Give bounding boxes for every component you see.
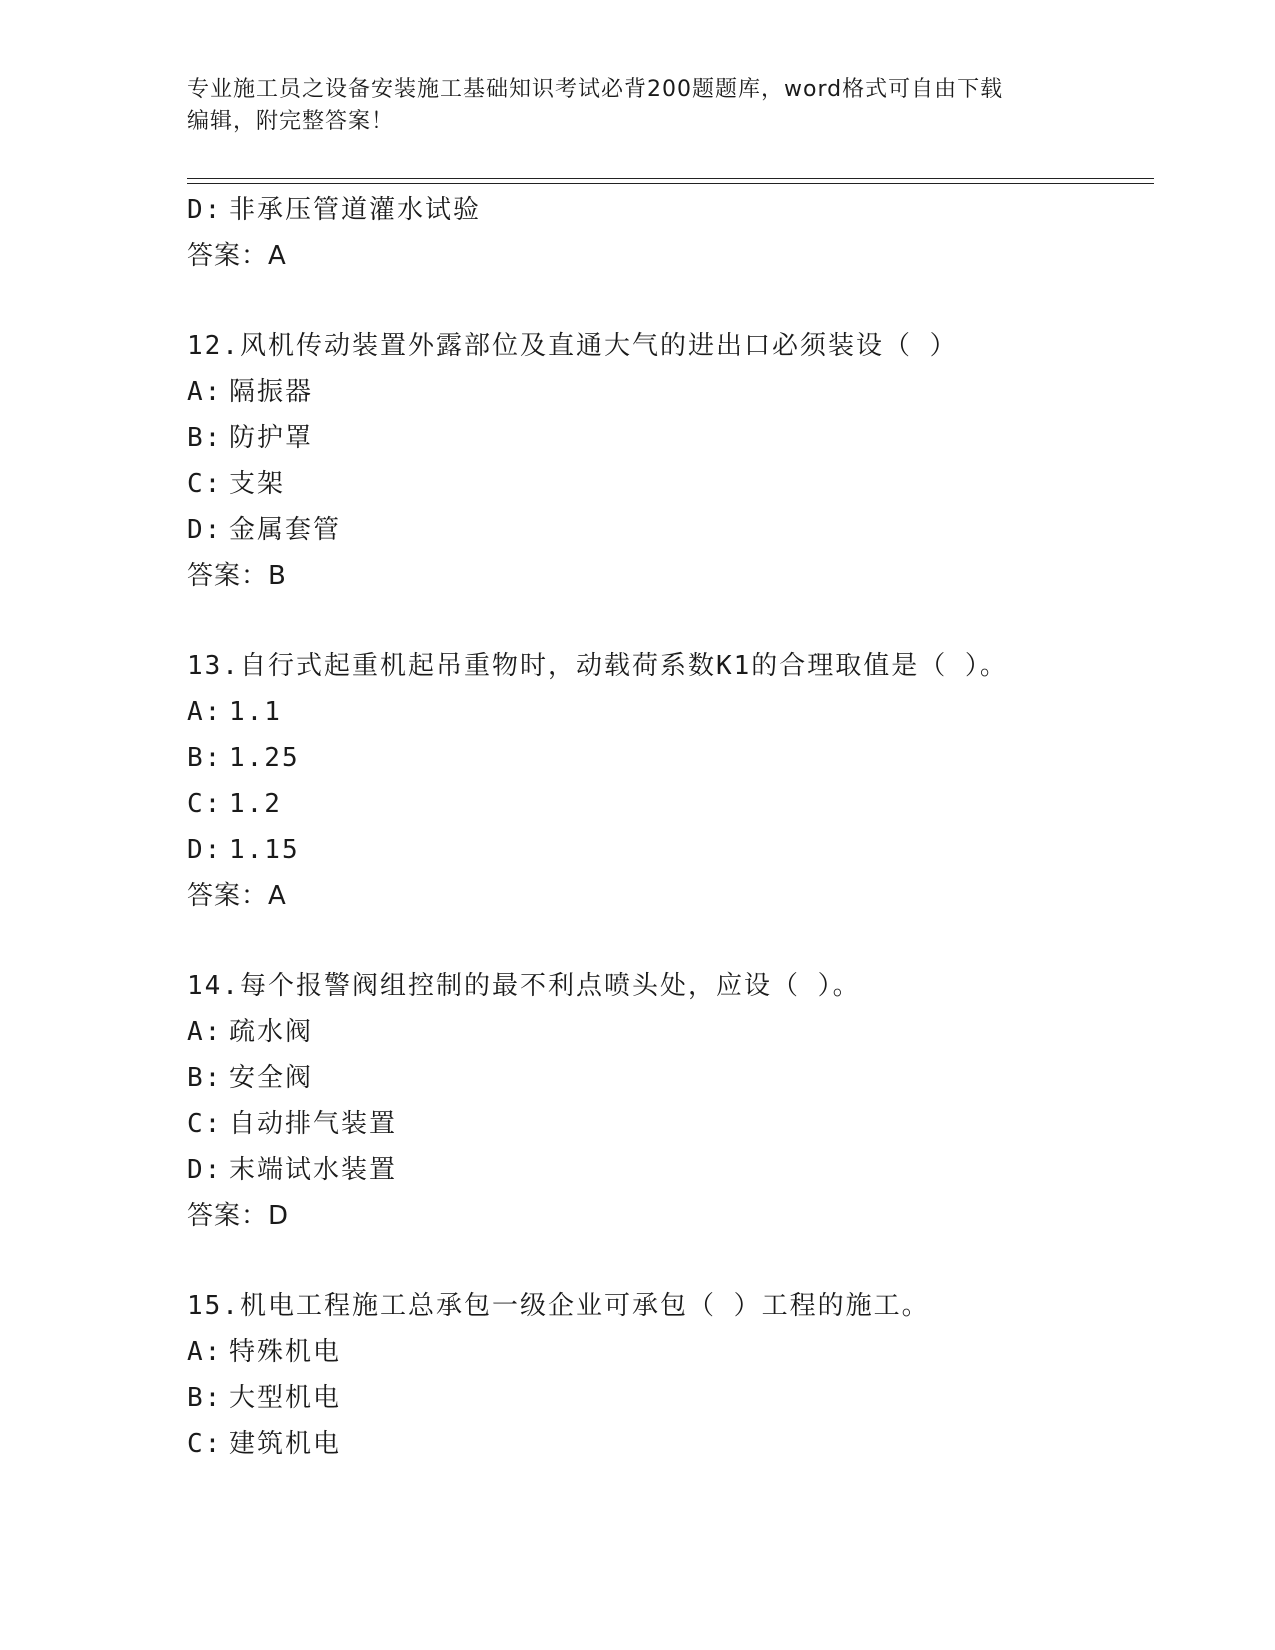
option-c [187,461,1147,507]
option-b [187,1055,1147,1101]
option-d [187,1147,1147,1193]
option-b [187,1375,1147,1421]
option-d [187,187,1147,233]
option-a [187,1009,1147,1055]
option-letter: B: [187,423,223,453]
answer-line: 答案：D [187,1201,290,1231]
answer-line: 答案：A [187,241,287,271]
option-d [187,827,1147,873]
option-text: 建筑机电 [229,1429,342,1459]
option-letter: D: [187,515,223,545]
option-a [187,369,1147,415]
option-a [187,1329,1147,1375]
option-letter: D: [187,835,223,865]
option-text: 安全阀 [229,1063,314,1093]
option-text: 金属套管 [229,515,342,545]
option-letter: A: [187,697,223,727]
option-letter: D: [187,1155,223,1185]
option-d [187,507,1147,553]
option-letter: A: [187,377,223,407]
option-letter: A: [187,1337,223,1367]
option-letter: D: [187,195,223,225]
answer-line: 答案：B [187,561,287,591]
option-text: 疏水阀 [229,1017,314,1047]
option-letter: C: [187,1429,223,1459]
option-text: 1.25 [229,743,300,773]
option-letter: B: [187,1383,223,1413]
header-rule-top [187,178,1154,179]
option-text: 支架 [229,469,286,499]
question-title: 14.每个报警阀组控制的最不利点喷头处，应设（ ）。 [187,971,861,1001]
option-letter: B: [187,1063,223,1093]
option-text: 特殊机电 [229,1337,342,1367]
option-letter: C: [187,1109,223,1139]
option-text: 大型机电 [229,1383,342,1413]
header-line-1: 专业施工员之设备安装施工基础知识考试必背200题题库，word格式可自由下载 [187,77,1004,102]
option-text: 末端试水装置 [229,1155,398,1185]
option-text: 1.2 [229,789,282,819]
option-c [187,1421,1147,1467]
header-line-2: 编辑，附完整答案！ [187,109,395,134]
question-list [187,187,1147,1467]
document-header [187,74,1087,138]
answer-line: 答案：A [187,881,287,911]
option-letter: C: [187,469,223,499]
option-text: 1.1 [229,697,282,727]
option-letter: A: [187,1017,223,1047]
header-rule-bottom [187,183,1154,184]
question-title: 12.风机传动装置外露部位及直通大气的进出口必须装设（ ） [187,331,958,361]
question-title: 15.机电工程施工总承包一级企业可承包（ ）工程的施工。 [187,1291,930,1321]
option-c [187,1101,1147,1147]
option-c [187,781,1147,827]
option-text: 隔振器 [229,377,314,407]
question-title: 13.自行式起重机起吊重物时，动载荷系数K1的合理取值是（ ）。 [187,651,1008,681]
option-text: 自动排气装置 [229,1109,398,1139]
option-a [187,689,1147,735]
option-text: 1.15 [229,835,300,865]
option-b [187,415,1147,461]
option-letter: B: [187,743,223,773]
option-letter: C: [187,789,223,819]
option-text: 防护罩 [229,423,314,453]
option-text: 非承压管道灌水试验 [229,195,482,225]
option-b [187,735,1147,781]
